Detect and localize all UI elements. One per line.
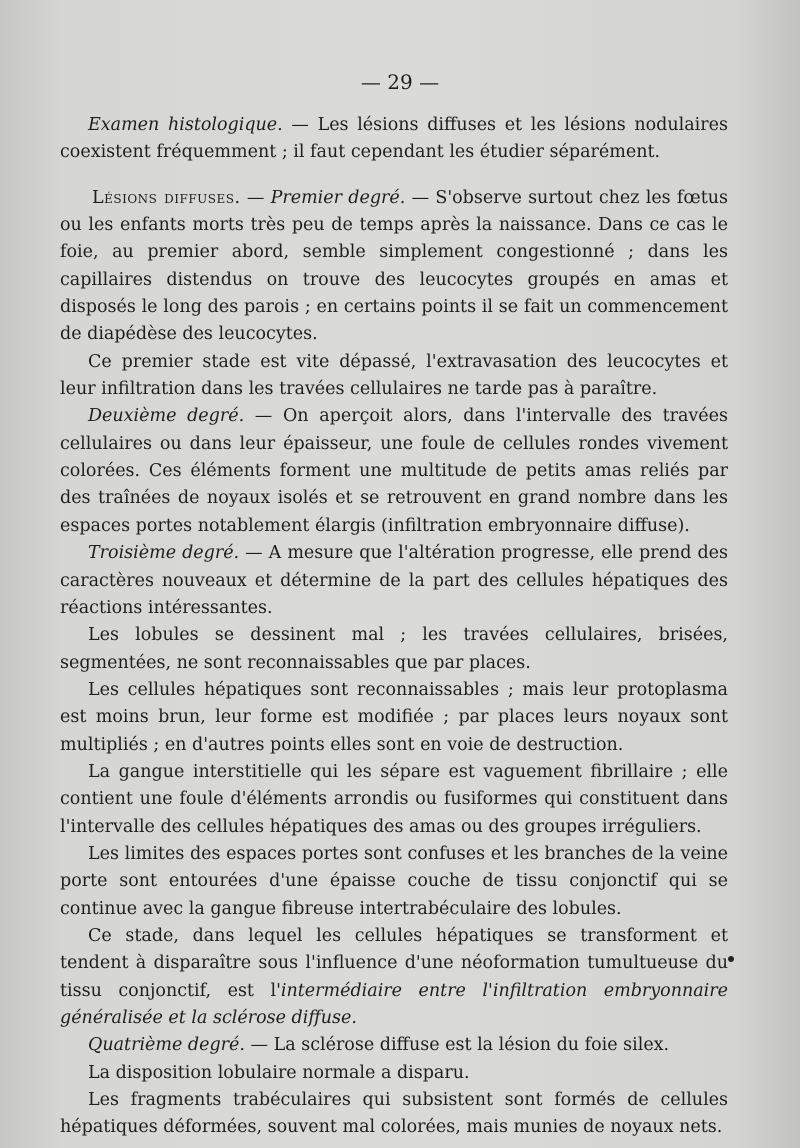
body-text: [60, 112, 728, 1142]
paragraph-disposition: [60, 1060, 728, 1087]
paragraph-text: — Les lésions diffuses et les lésions nodulaires coexistent fréquemment ; il faut cependant les étudier séparément.: [60, 115, 728, 163]
paragraph-text: La gangue interstitielle qui les sépare est vaguement fibrillaire ; elle contient une foule d'éléments arrondis ou fusiformes qui constituent dans l'intervalle des cellules hépatiques des amas ou des groupes irréguliers.: [60, 761, 728, 837]
heading-quatrieme-degre: Quatrième degré.: [88, 1035, 245, 1056]
paragraph-text: Les cellules hépatiques sont reconnaissables ; mais leur protoplasma est moins brun, leur forme est modifiée ; par places leurs noyaux sont multipliés ; en d'autres points elles sont en voie de destruction.: [60, 679, 728, 755]
paragraph-text: — La sclérose diffuse est la lésion du foie silex.: [244, 1035, 670, 1056]
heading-deuxieme-degre: Deuxième degré.: [88, 406, 245, 427]
paragraph-cellules-hepatiques: [60, 677, 728, 759]
italic-intermediaire: intermédiaire entre l'infiltration embryonnaire généralisée et la sclérose diffuse.: [60, 980, 728, 1028]
paragraph-text: — On aperçoit alors, dans l'intervalle des travées cellulaires ou dans leur épaisseur, une foule de cellules rondes vivement colorées. Ces éléments forment une multitude de petits amas reliés par des traînées de noyaux isolés et se retrouvent en grand nombre dans les espaces portes notablement élargis (infiltration embryonnaire diffuse).: [60, 406, 728, 536]
paragraph-text: Les limites des espaces portes sont confuses et les branches de la veine porte sont entourées d'une épaisse couche de tissu conjonctif qui se continue avec la gangue fibreuse intertrabéculaire des lobules.: [60, 843, 728, 919]
paragraph-text: Ce premier stade est vite dépassé, l'extravasation des leucocytes et leur infiltration dans les travées cellulaires ne tarde pas à paraître.: [60, 351, 728, 400]
paragraph-gangue: [60, 759, 728, 841]
paragraph-text: Ce stade, dans lequel les cellules hépatiques se transforment et tendent à disparaître sous l'influence d'une néoformation tumultueuse du tissu conjonctif, est l': [60, 925, 728, 1001]
paragraph-premier-degre: Lésions diffuses. — Premier degré. — S'observe surtout chez les fœtus ou les enfants morts très peu de temps après la naissance. Dans ce cas le foie, au premier abord, semble simplement congestionné ; dans les capillaires distendus on trouve des leucocytes groupés en amas et disposés le long des parois ; en certains points il se fait un commencement de diapédèse des leucocytes.: [60, 187, 728, 345]
paragraph-examen: [60, 112, 728, 167]
paragraph-espaces-portes: [60, 841, 728, 923]
paragraph-text: Les fragments trabéculaires qui subsistent sont formés de cellules hépatiques déformées, souvent mal colorées, mais munies de noyaux nets.: [60, 1090, 728, 1138]
paragraph-text: — S'observe surtout chez les fœtus ou les enfants morts très peu de temps après la naissance. Dans ce cas le foie, au premier abord, semble simplement congestionné ; dans les capillaires distendus on trouve des leucocytes groupés en amas et disposés le long des parois ; en certains points il se fait un commencement de diapédèse des leucocytes.: [60, 187, 728, 345]
paragraph-troisieme-degre: [60, 540, 728, 622]
paragraph-text: La disposition lobulaire normale a disparu.: [88, 1062, 470, 1083]
paragraph-ce-stade: [60, 923, 728, 1032]
paragraph-deuxieme-degre: [60, 403, 728, 540]
page-number: — 29 —: [360, 70, 440, 94]
ink-dot-mark: [728, 956, 734, 962]
paragraph-quatrieme-degre: [60, 1032, 728, 1059]
heading-troisieme-degre: Troisième degré.: [88, 543, 240, 564]
heading-lesions-diffuses: Lésions diffuses.: [92, 187, 241, 208]
paragraph-fragments: [60, 1087, 728, 1142]
paragraph-text: Les lobules se dessinent mal ; les travées cellulaires, brisées, segmentées, ne sont reconnaissables que par places.: [60, 625, 728, 673]
paragraph-premier-stade: [60, 349, 728, 404]
heading-premier-degre: Premier degré.: [270, 187, 406, 208]
paragraph-text: — A mesure que l'altération progresse, elle prend des caractères nouveaux et détermine de la part des cellules hépatiques des réactions intéressantes.: [60, 543, 728, 618]
paragraph-lobules: [60, 622, 728, 677]
heading-examen-histologique: Examen histologique.: [88, 115, 283, 135]
